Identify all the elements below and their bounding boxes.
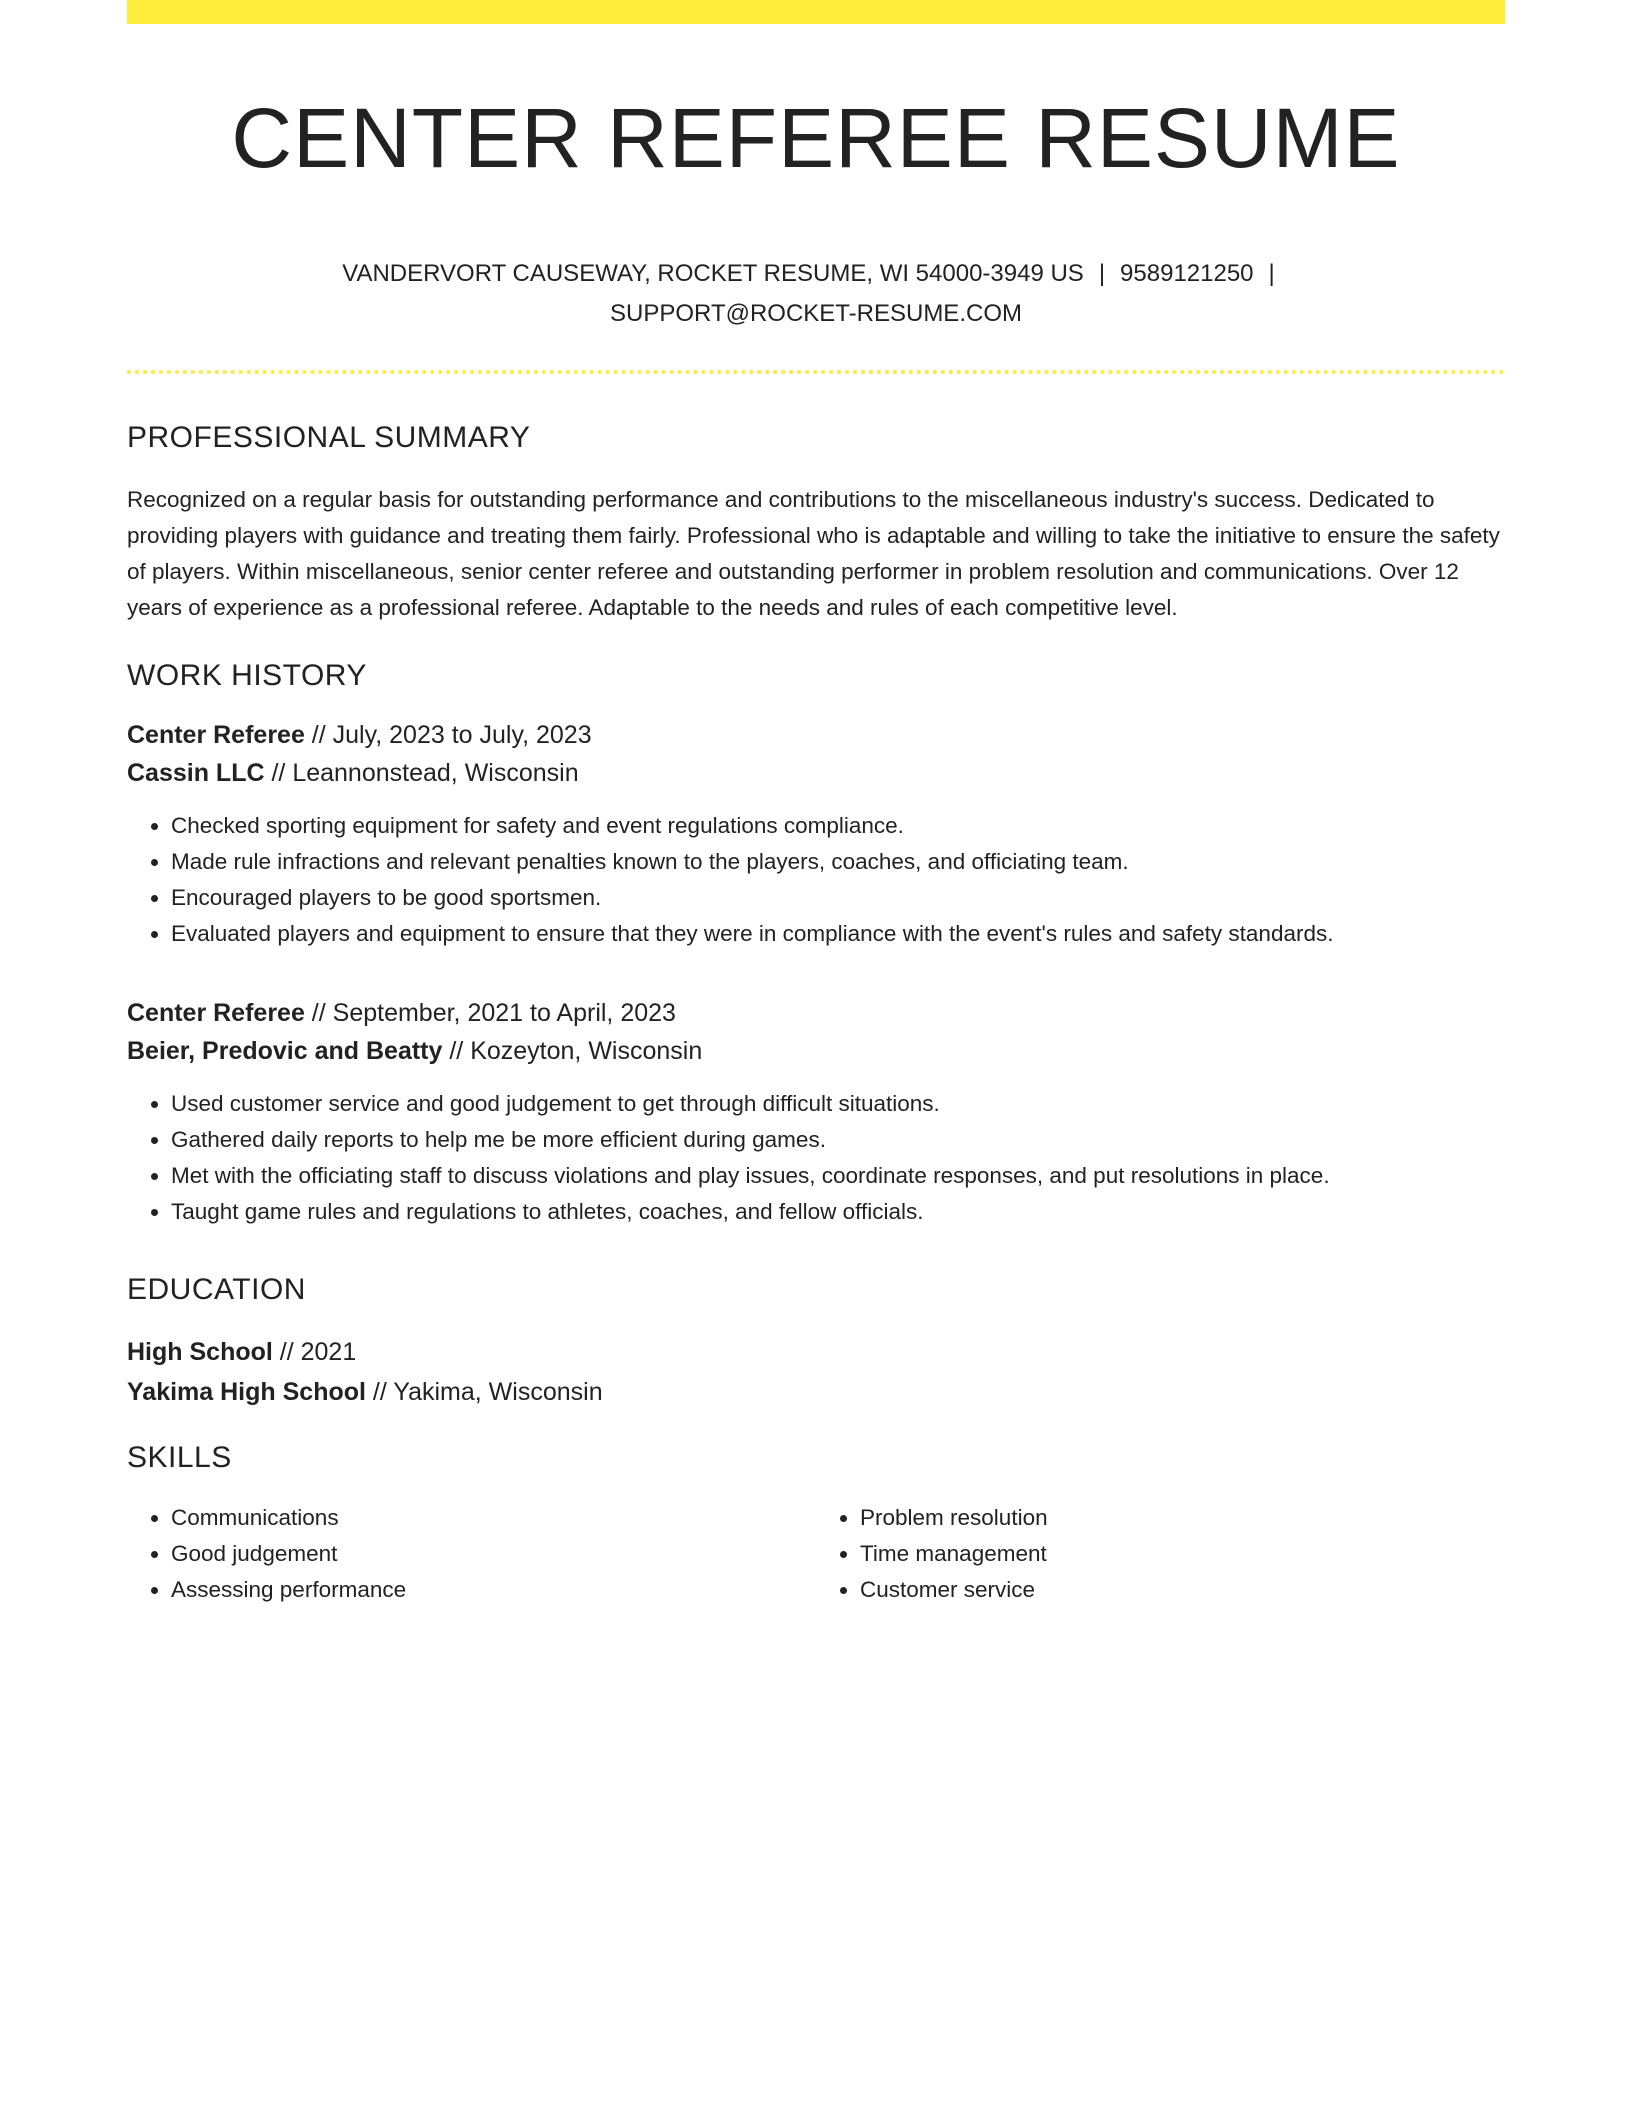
skill-item: • Communications [171,1500,816,1536]
education-degree: High School [127,1338,273,1366]
job-company-line [127,1032,1505,1070]
contact-separator: | [1098,260,1106,287]
work-history-heading: WORK HISTORY [127,659,367,692]
job-role: Center Referee [127,721,305,749]
job-entry [127,716,1505,952]
job-company: Cassin LLC [127,759,265,787]
job-company: Beier, Predovic and Beatty [127,1037,443,1065]
contact-phone: 9589121250 [1120,260,1254,287]
job-role-line [127,994,1505,1032]
education-school-line [127,1372,1505,1412]
contact-email: SUPPORT@ROCKET-RESUME.COM [610,300,1022,327]
contact-separator: | [1268,260,1275,287]
education-location: // Yakima, Wisconsin [365,1378,603,1406]
education-entry [127,1332,1505,1412]
summary-heading: PROFESSIONAL SUMMARY [127,421,531,454]
education-degree-line [127,1332,1505,1372]
skill-item: • Assessing performance [171,1572,816,1608]
summary-text: Recognized on a regular basis for outstanding performance and contributions to the miscellaneous industry's success. Dedicated to providing players with guidance and treating them fairly. Professional who is adaptable and willing to take the initiative to ensure the safety of players. Within miscellaneous, senior center referee and outstanding performer in problem resolution and communications. Over 12 years of experience as a professional referee. Adaptable to the needs and rules of each competitive level. [127,487,1500,620]
resume-page [127,0,1505,1608]
skill-item: • Customer service [860,1572,1505,1608]
list-item: • Taught game rules and regulations to athletes, coaches, and fellow officials. [171,1194,1505,1230]
resume-title: CENTER REFEREE RESUME [231,91,1401,185]
list-item: • Encouraged players to be good sportsmen. [171,880,1505,916]
contact-info [316,254,1316,334]
skill-item: • Problem resolution [860,1500,1505,1536]
skill-item: • Time management [860,1536,1505,1572]
list-item: • Made rule infractions and relevant penalties known to the players, coaches, and officiating team. [171,844,1505,880]
job-location: // Leannonstead, Wisconsin [264,759,579,787]
education-school: Yakima High School [127,1378,366,1406]
skills-list-right [816,1500,1505,1608]
skills-heading: SKILLS [127,1441,232,1474]
job-duties-list [127,808,1505,952]
job-entry [127,994,1505,1230]
contact-address: VANDERVORT CAUSEWAY, ROCKET RESUME, WI 54000-3949 US [342,260,1084,287]
skills-grid [127,1500,1505,1608]
job-company-line [127,754,1505,792]
list-item: • Used customer service and good judgement to get through difficult situations. [171,1086,1505,1122]
job-role: Center Referee [127,999,305,1027]
accent-top-bar [127,0,1505,24]
education-heading: EDUCATION [127,1273,306,1306]
job-duties-list [127,1086,1505,1230]
job-dates: // July, 2023 to July, 2023 [304,721,592,749]
list-item: • Evaluated players and equipment to ensure that they were in compliance with the event's rules and safety standards. [171,916,1505,952]
job-role-line [127,716,1505,754]
job-dates: // September, 2021 to April, 2023 [304,999,676,1027]
list-item: • Met with the officiating staff to discuss violations and play issues, coordinate responses, and put resolutions in place. [171,1158,1505,1194]
job-location: // Kozeyton, Wisconsin [442,1037,703,1065]
list-item: • Gathered daily reports to help me be more efficient during games. [171,1122,1505,1158]
education-year: // 2021 [272,1338,357,1366]
skills-list-left [127,1500,816,1608]
skill-item: • Good judgement [171,1536,816,1572]
header-divider [127,370,1505,374]
list-item: • Checked sporting equipment for safety and event regulations compliance. [171,808,1505,844]
